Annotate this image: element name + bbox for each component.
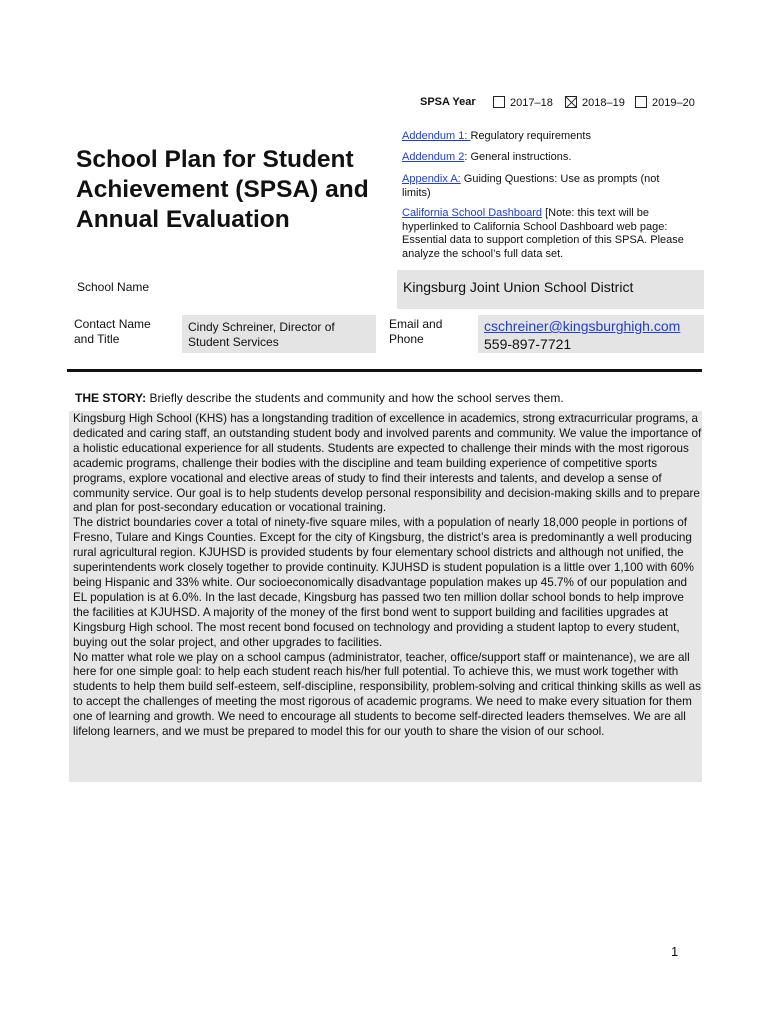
year-2019-checkbox[interactable]	[635, 96, 647, 108]
story-body: Kingsburg High School (KHS) has a longstanding tradition of excellence in academics, strong extracurricular programs, a dedicated and caring staff, an outstanding student body and involved parents and community. We value the importance of a holistic educational experience for all students. Students are expected to challenge their minds with the most rigorous academic programs, challenge their bodies with the discipline and team building experience of competitive sports programs, explore vocational and elective areas of study to find their interests and talents, and develop a sense of community service. Our goal is to help students develop personal responsibility and decision-making skills and to prepare and plan for post-secondary education or vocational training. The district boundaries cover a total of ninety-five square miles, with a population of nearly 18,000 people in portions of Fresno, Tulare and Kings Counties. Except for the city of Kingsburg, the district’s area is predominantly a well producing rural agricultural region. KJUHSD is provided students by four elementary school districts and although not unified, the superintendents work closely together to provide continuity. KJUHSD is student population is a little over 1,100 with 60% being Hispanic and 33% white. Our socioeconomically disadvantage population makes up 45.7% of our population and EL population is at 6.0%. In the last decade, Kingsburg has passed two ten million dollar school bonds to help improve the facilities at KJUHSD. A majority of the money of the first bond went to support building and facilities upgrades at Kingsburg High school. The most recent bond focused on technology and providing a student laptop to every student, buying out the solar project, and other upgrades to facilities. No matter what role we play on a school campus (administrator, teacher, office/support staff or maintenance), we are all here for one simple goal: to help each student reach his/her full potential. To achieve this, we must work together with students to help them build self-esteem, self-discipline, responsibility, problem-solving and critical thinking skills as well as to accept the challenges of meeting the most rigorous of academic programs. We need to make every situation for them one of learning and growth. We need to encourage all students to become self-directed leaders themselves. We are all lifelong learners, and we must be prepared to model this for our youth to share the vision of our school.	[73, 412, 702, 739]
addendum-2-link[interactable]: Addendum 2	[402, 151, 465, 163]
page-number: 1	[671, 944, 679, 959]
story-prompt	[75, 391, 564, 405]
dashboard-text: [Note: this text will be hyperlinked to California School Dashboard web page: Essential data to support completion of this SPSA. Please analyze the school’s full data set.	[402, 207, 684, 260]
appendix-a-text: Guiding Questions: Use as prompts (not limits)	[402, 173, 660, 199]
dashboard-link[interactable]: California School Dashboard	[402, 207, 543, 219]
addendum-1-text: Regulatory requirements	[470, 130, 591, 142]
year-2019-label: 2019–20	[652, 97, 695, 109]
year-2018-label: 2018–19	[582, 97, 625, 109]
contact-label: Contact Name and Title	[74, 317, 151, 346]
email-phone-field[interactable]	[478, 315, 704, 353]
appendix-a-link[interactable]: Appendix A:	[402, 173, 461, 185]
phone-value: 559-897-7721	[484, 336, 572, 352]
contact-name-field[interactable]	[182, 315, 376, 353]
year-2017-checkbox[interactable]	[493, 96, 505, 108]
appendix-a-entry	[402, 173, 682, 200]
school-name-field[interactable]	[397, 270, 704, 309]
school-name-label: School Name	[77, 280, 150, 294]
addendum-2-text: : General instructions.	[464, 151, 572, 163]
story-textbox[interactable]	[69, 411, 702, 782]
story-heading: THE STORY:	[75, 391, 147, 405]
section-divider	[67, 369, 702, 372]
email-link[interactable]: cschreiner@kingsburghigh.com	[484, 318, 681, 334]
addendum-1-link[interactable]: Addendum 1:	[402, 130, 471, 142]
dashboard-entry	[402, 207, 692, 261]
story-prompt-text: Briefly describe the students and community and how the school serves them.	[146, 391, 564, 405]
school-name-value: Kingsburg Joint Union School District	[403, 279, 634, 295]
year-2018-checkbox[interactable]	[565, 96, 577, 108]
year-2017-label: 2017–18	[510, 97, 553, 109]
spsa-year-label: SPSA Year	[420, 96, 476, 108]
page-title: School Plan for Student Achievement (SPSA) and Annual Evaluation	[76, 146, 369, 233]
addendum-1-entry	[402, 130, 692, 144]
email-phone-label: Email and Phone	[389, 317, 443, 346]
contact-name-value: Cindy Schreiner, Director of Student Services	[188, 320, 335, 349]
addendum-2-entry	[402, 151, 692, 165]
